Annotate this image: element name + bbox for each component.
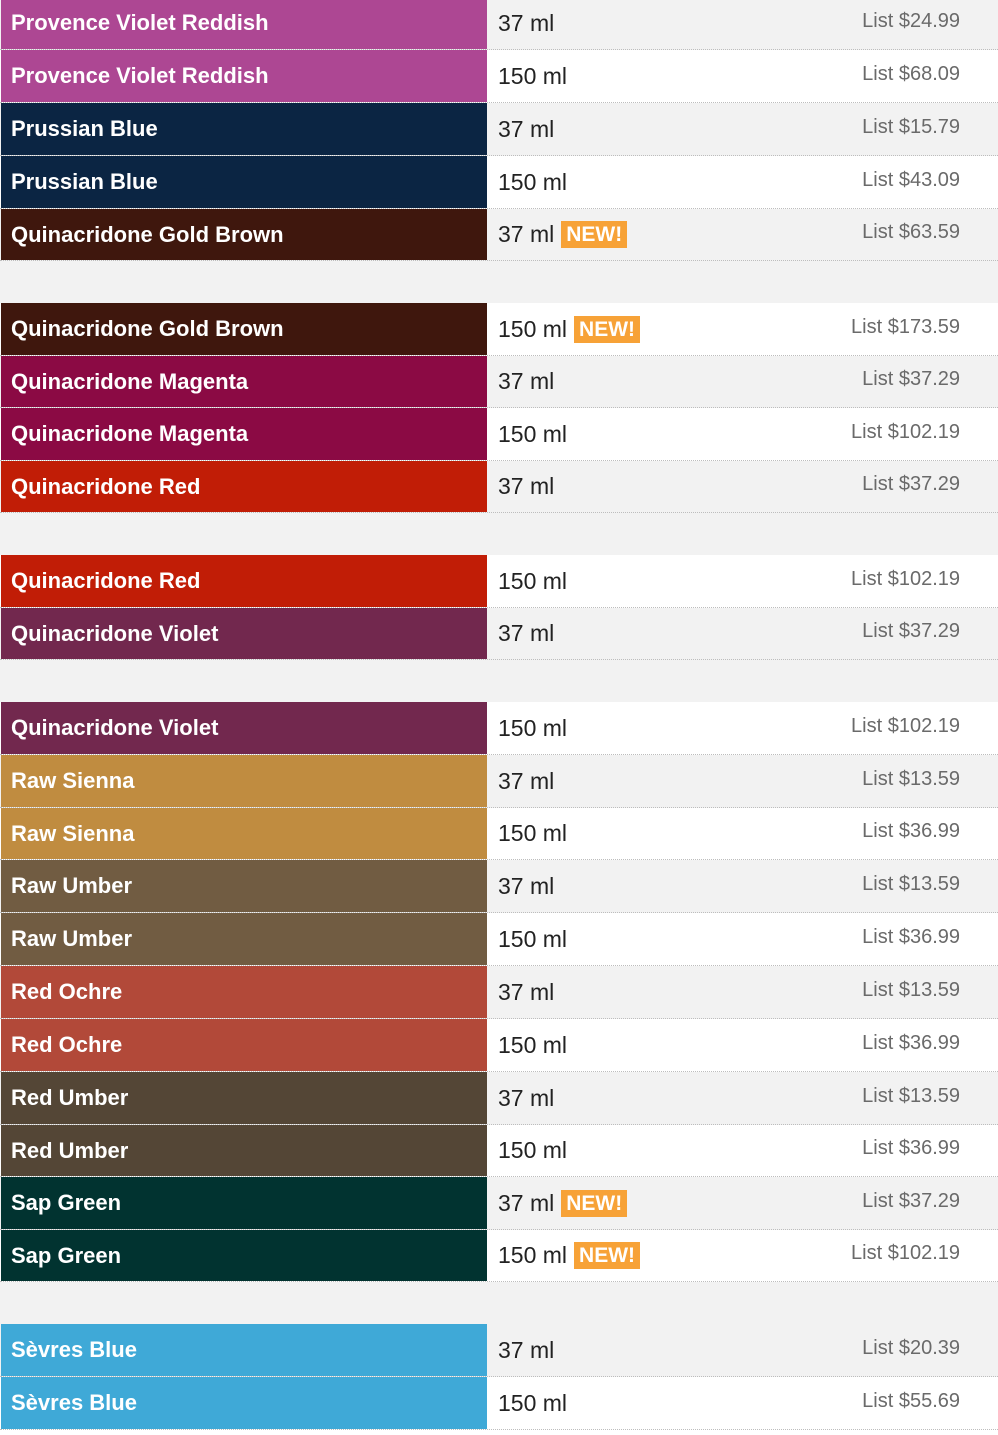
product-row[interactable]	[0, 608, 998, 660]
size-label: 150 ml	[498, 62, 568, 89]
product-row[interactable]	[0, 913, 998, 966]
size-label: 150 ml	[498, 315, 568, 342]
color-swatch-name[interactable]: Quinacridone Gold Brown	[1, 209, 487, 260]
product-row[interactable]	[0, 1125, 998, 1177]
product-row[interactable]	[0, 1230, 998, 1282]
list-price: List $13.59	[862, 767, 960, 790]
product-row[interactable]	[0, 860, 998, 913]
list-price: List $37.29	[862, 368, 960, 390]
size-cell	[498, 608, 554, 659]
list-price: List $36.99	[862, 925, 960, 948]
color-swatch-name[interactable]: Quinacridone Magenta	[1, 356, 487, 407]
size-cell	[498, 0, 554, 49]
size-cell	[498, 755, 554, 807]
color-swatch-name[interactable]: Raw Umber	[1, 913, 487, 965]
product-row[interactable]	[0, 1377, 998, 1430]
color-swatch-name[interactable]: Prussian Blue	[1, 156, 487, 208]
new-badge: NEW!	[561, 221, 627, 248]
size-label: 37 ml	[498, 9, 555, 36]
list-price: List $102.19	[851, 1242, 960, 1264]
color-swatch-name[interactable]: Quinacridone Red	[1, 461, 487, 512]
size-label: 150 ml	[498, 1242, 568, 1268]
size-label: 150 ml	[498, 714, 568, 741]
size-cell	[498, 913, 567, 965]
size-label: 37 ml	[498, 767, 555, 794]
section-spacer	[0, 513, 998, 555]
size-cell	[498, 1177, 627, 1229]
color-swatch-name[interactable]: Prussian Blue	[1, 103, 487, 155]
size-label: 37 ml	[498, 473, 555, 499]
size-label: 37 ml	[498, 872, 555, 899]
product-row[interactable]	[0, 50, 998, 103]
color-swatch-name[interactable]: Red Umber	[1, 1072, 487, 1124]
size-label: 150 ml	[498, 1389, 568, 1416]
size-cell	[498, 50, 567, 102]
product-row[interactable]	[0, 1072, 998, 1125]
list-price: List $20.39	[862, 1336, 960, 1359]
list-price: List $55.69	[862, 1389, 960, 1412]
color-swatch-name[interactable]: Sèvres Blue	[1, 1377, 487, 1429]
size-label: 37 ml	[498, 221, 555, 247]
color-swatch-name[interactable]: Provence Violet Reddish	[1, 0, 487, 49]
size-cell	[498, 860, 554, 912]
list-price: List $173.59	[851, 315, 960, 338]
size-cell	[498, 702, 567, 754]
size-cell	[498, 1019, 567, 1071]
size-cell	[498, 1324, 554, 1376]
product-row[interactable]	[0, 103, 998, 156]
new-badge: NEW!	[574, 316, 640, 343]
color-swatch-name[interactable]: Sap Green	[1, 1230, 487, 1281]
section-spacer	[0, 660, 998, 702]
size-label: 37 ml	[498, 1084, 555, 1111]
color-swatch-name[interactable]: Raw Umber	[1, 860, 487, 912]
size-cell	[498, 1230, 640, 1281]
product-row[interactable]	[0, 808, 998, 860]
product-row[interactable]	[0, 702, 998, 755]
color-swatch-name[interactable]: Raw Sienna	[1, 808, 487, 859]
product-row[interactable]	[0, 209, 998, 261]
product-row[interactable]	[0, 461, 998, 513]
size-label: 150 ml	[498, 925, 568, 952]
size-cell	[498, 156, 567, 208]
size-cell	[498, 1125, 567, 1176]
size-label: 150 ml	[498, 1031, 568, 1058]
size-label: 150 ml	[498, 1137, 568, 1163]
size-label: 150 ml	[498, 567, 568, 594]
product-row[interactable]	[0, 1177, 998, 1230]
color-swatch-name[interactable]: Red Ochre	[1, 966, 487, 1018]
color-swatch-name[interactable]: Quinacridone Magenta	[1, 408, 487, 460]
color-swatch-name[interactable]: Quinacridone Gold Brown	[1, 303, 487, 355]
list-price: List $36.99	[862, 820, 960, 842]
product-row[interactable]	[0, 156, 998, 209]
list-price: List $13.59	[862, 1084, 960, 1107]
product-row[interactable]	[0, 1324, 998, 1377]
list-price: List $37.29	[862, 1189, 960, 1212]
list-price: List $36.99	[862, 1031, 960, 1054]
product-row[interactable]	[0, 755, 998, 808]
size-cell	[498, 1072, 554, 1124]
size-cell	[498, 303, 640, 355]
size-cell	[498, 103, 554, 155]
section-spacer	[0, 261, 998, 303]
size-label: 37 ml	[498, 368, 555, 394]
new-badge: NEW!	[561, 1190, 627, 1217]
size-cell	[498, 966, 554, 1018]
list-price: List $24.99	[862, 9, 960, 32]
product-row[interactable]	[0, 303, 998, 356]
product-row[interactable]	[0, 1019, 998, 1072]
color-swatch-name[interactable]: Quinacridone Violet	[1, 608, 487, 659]
size-label: 37 ml	[498, 978, 555, 1005]
color-swatch-name[interactable]: Sap Green	[1, 1177, 487, 1229]
color-swatch-name[interactable]: Red Ochre	[1, 1019, 487, 1071]
new-badge: NEW!	[574, 1242, 640, 1269]
list-price: List $43.09	[862, 168, 960, 191]
size-cell	[498, 408, 567, 460]
size-cell	[498, 356, 554, 407]
color-swatch-name[interactable]: Provence Violet Reddish	[1, 50, 487, 102]
size-cell	[498, 209, 627, 260]
list-price: List $36.99	[862, 1137, 960, 1159]
list-price: List $37.29	[862, 473, 960, 495]
color-swatch-name[interactable]: Red Umber	[1, 1125, 487, 1176]
product-row[interactable]	[0, 555, 998, 608]
size-label: 37 ml	[498, 115, 555, 142]
size-cell	[498, 1377, 567, 1429]
color-swatch-name[interactable]: Sèvres Blue	[1, 1324, 487, 1376]
color-swatch-name[interactable]: Raw Sienna	[1, 755, 487, 807]
size-label: 37 ml	[498, 1336, 555, 1363]
size-label: 150 ml	[498, 168, 568, 195]
size-label: 37 ml	[498, 1189, 555, 1216]
list-price: List $68.09	[862, 62, 960, 85]
color-swatch-name[interactable]: Quinacridone Red	[1, 555, 487, 607]
list-price: List $63.59	[862, 221, 960, 243]
size-label: 37 ml	[498, 620, 555, 646]
product-row[interactable]	[0, 408, 998, 461]
size-cell	[498, 808, 567, 859]
size-cell	[498, 461, 554, 512]
list-price: List $15.79	[862, 115, 960, 138]
list-price: List $13.59	[862, 872, 960, 895]
list-price: List $102.19	[851, 714, 960, 737]
product-row[interactable]	[0, 966, 998, 1019]
list-price: List $37.29	[862, 620, 960, 642]
list-price: List $13.59	[862, 978, 960, 1001]
list-price: List $102.19	[851, 567, 960, 590]
section-spacer	[0, 1282, 998, 1324]
list-price: List $102.19	[851, 420, 960, 443]
color-swatch-name[interactable]: Quinacridone Violet	[1, 702, 487, 754]
product-row[interactable]	[0, 0, 998, 50]
size-label: 150 ml	[498, 420, 568, 447]
size-cell	[498, 555, 567, 607]
product-row[interactable]	[0, 356, 998, 408]
size-label: 150 ml	[498, 820, 568, 846]
